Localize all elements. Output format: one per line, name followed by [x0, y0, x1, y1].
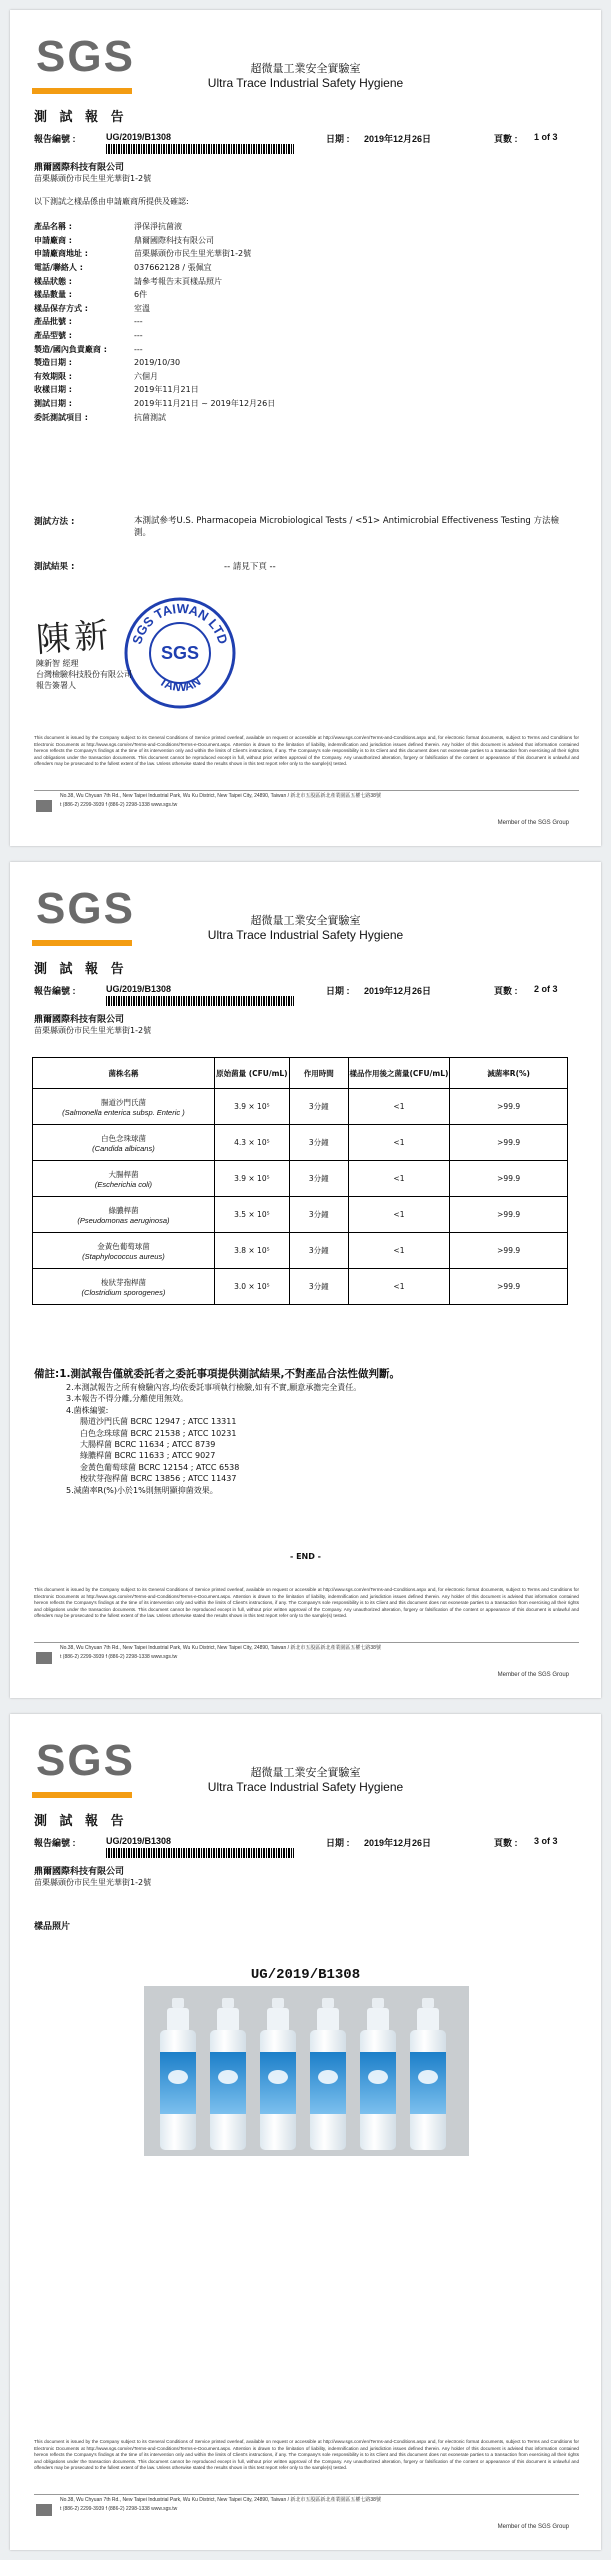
strain-cell: 大腸桿菌 (Escherichia coli): [33, 1161, 215, 1197]
field-label: 收樣日期 :: [34, 385, 72, 395]
report-no: UG/2019/B1308: [106, 1836, 172, 1846]
sgs-taiwan-seal: [122, 595, 238, 711]
field-label: 產品型號 :: [34, 331, 72, 341]
field-value: 2019年11月21日: [134, 385, 199, 395]
initial-cell: 4.3 × 10⁵: [214, 1125, 289, 1161]
field-row: [34, 234, 574, 248]
report-title: 測 試 報 告: [34, 962, 128, 977]
field-label: 樣品數量 :: [34, 290, 72, 300]
sgs-logo: SGS: [36, 884, 135, 933]
note-5: 5.減菌率R(%)小於1%則無明顯抑菌效果。: [66, 1485, 218, 1495]
field-label: 產品批號 :: [34, 317, 72, 327]
note-4: 4.菌株編號:: [66, 1405, 109, 1415]
seal-top-text: SGS TAIWAN LTD: [129, 600, 231, 646]
disclaimer-text: This document is issued by the Company subject to its General Conditions of Service printed overleaf, available on request or accessible at http://www.sgs.com/en/Terms-and-Conditions.aspx and, for electronic format documents, subject to Terms and Conditions for Electronic Documents at http://www.sgs.com/en/Terms-and-Conditions/Terms-e-Document.aspx. Attention is drawn to the limitation of liability, indemnification and jurisdiction issues defined therein. Any holder of this document is advised that information contained hereon reflects the Company's findings at the time of its intervention only and within the limits of Client's instructions, if any. The Company's sole responsibility is to its Client and this document does not exonerate parties to a transaction from exercising all their rights and obligations under the transaction documents. This document cannot be reproduced except in full, without prior written approval of the Company. Any unauthorized alteration, forgery or falsification of the content or appearance of this document is unlawful and offenders may be prosecuted to the fullest extent of the law. Unless otherwise stated the results shown in this test report refer only to the sample(s) tested.: [34, 735, 579, 767]
field-label: 委託測試項目 :: [34, 412, 88, 422]
strain-cell: 綠膿桿菌 (Pseudomonas aeruginosa): [33, 1197, 215, 1233]
client-name: 鼎爾國際科技有限公司: [34, 1015, 125, 1025]
field-label: 樣品保存方式 :: [34, 303, 88, 313]
col-rate: 減菌率R(%): [450, 1058, 568, 1089]
initial-cell: 3.0 × 10⁵: [214, 1269, 289, 1305]
table-row: [33, 1125, 568, 1161]
field-row: [34, 315, 574, 329]
method-label: 測試方法 :: [34, 517, 75, 527]
lab-name-en: Ultra Trace Industrial Safety Hygiene: [207, 76, 404, 90]
field-value: 鼎爾國際科技有限公司: [134, 235, 214, 245]
field-label: 申請廠商 :: [34, 235, 72, 245]
disclaimer-text: This document is issued by the Company subject to its General Conditions of Service printed overleaf, available on request or accessible at http://www.sgs.com/en/Terms-and-Conditions.aspx and, for electronic format documents, subject to Terms and Conditions for Electronic Documents at http://www.sgs.com/en/Terms-and-Conditions/Terms-e-Document.aspx. Attention is drawn to the limitation of liability, indemnification and jurisdiction issues defined therein. Any holder of this document is advised that information contained hereon reflects the Company's findings at the time of its intervention only and within the limits of Client's instructions, if any. The Company's sole responsibility is to its Client and this document does not exonerate parties to a transaction from exercising all their rights and obligations under the transaction documents. This document cannot be reproduced except in full, without prior written approval of the Company. Any unauthorized alteration, forgery or falsification of the content or appearance of this document is unlawful and offenders may be prosecuted to the fullest extent of the law. Unless otherwise stated the results shown in this test report refer only to the sample(s) tested.: [34, 2439, 579, 2471]
table-row: [33, 1269, 568, 1305]
lab-name-en: Ultra Trace Industrial Safety Hygiene: [207, 928, 404, 942]
strain-cell: 金黃色葡萄球菌 (Staphylococcus aureus): [33, 1233, 215, 1269]
field-row: [34, 356, 574, 370]
field-label: 樣品狀態 :: [34, 276, 72, 286]
time-cell: 3分鐘: [289, 1269, 348, 1305]
note-1: 備註:1.測試報告僅就委託者之委託事項提供測試結果,不對產品合法性做判斷。: [34, 1368, 400, 1380]
field-row: [34, 342, 574, 356]
lab-name-cn: 超微量工業安全實驗室: [250, 1766, 361, 1779]
table-row: [33, 1161, 568, 1197]
initial-cell: 3.8 × 10⁵: [214, 1233, 289, 1269]
field-value: 2019/10/30: [134, 358, 181, 368]
strain-id: 腸道沙門氏菌 BCRC 12947 ; ATCC 13311: [80, 1417, 237, 1427]
table-header-row: [33, 1058, 568, 1089]
page-label: 頁數 :: [494, 986, 518, 996]
footer-divider: [34, 790, 579, 791]
sample-info-list: [34, 220, 574, 424]
rate-cell: >99.9: [450, 1161, 568, 1197]
field-value: ---: [134, 344, 143, 354]
rate-cell: >99.9: [450, 1233, 568, 1269]
sgs-logo: SGS: [36, 32, 135, 81]
client-address: 苗栗縣頭份市民生里光華街1-2號: [34, 1026, 152, 1035]
sample-photo: [144, 1986, 469, 2156]
bottle-image: [258, 1998, 298, 2150]
sgs-footer-mark-icon: [36, 800, 52, 812]
page-number: 1 of 3: [534, 132, 558, 142]
note-3: 3.本報告不得分離,分離使用無效。: [66, 1394, 189, 1404]
field-row: [34, 410, 574, 424]
footer-divider: [34, 2494, 579, 2495]
after-cell: <1: [348, 1125, 450, 1161]
field-value: 苗栗縣頭份市民生里光華街1-2號: [134, 249, 252, 259]
page-number: 3 of 3: [534, 1836, 558, 1846]
initial-cell: 3.5 × 10⁵: [214, 1197, 289, 1233]
time-cell: 3分鐘: [289, 1125, 348, 1161]
bottle-image: [158, 1998, 198, 2150]
signatory-title: 報告簽署人: [36, 681, 76, 690]
result-label: 測試結果 :: [34, 562, 75, 572]
notes-section: [34, 1367, 579, 1496]
footer-divider: [34, 1642, 579, 1643]
field-value: 抗菌測試: [134, 412, 166, 422]
footer-member: Member of the SGS Group: [497, 2524, 569, 2530]
report-page-1: [10, 10, 601, 846]
date-label: 日期 :: [326, 986, 350, 996]
field-value: ---: [134, 331, 143, 341]
field-label: 產品名稱 :: [34, 222, 72, 232]
rate-cell: >99.9: [450, 1125, 568, 1161]
field-label: 測試日期 :: [34, 399, 72, 409]
field-row: [34, 383, 574, 397]
bottle-image: [358, 1998, 398, 2150]
field-value: 2019年11月21日 ~ 2019年12月26日: [134, 399, 276, 409]
col-initial: 原始菌量 (CFU/mL): [214, 1058, 289, 1089]
sample-photo-label: 樣品照片: [34, 1922, 71, 1932]
report-date: 2019年12月26日: [364, 134, 432, 144]
report-page-3: [10, 1714, 601, 2550]
field-label: 製造日期 :: [34, 358, 72, 368]
col-strain: 菌株名稱: [33, 1058, 215, 1089]
field-row: [34, 397, 574, 411]
rate-cell: >99.9: [450, 1089, 568, 1125]
page-label: 頁數 :: [494, 1838, 518, 1848]
bottle-image: [208, 1998, 248, 2150]
after-cell: <1: [348, 1269, 450, 1305]
field-label: 有效期限 :: [34, 371, 72, 381]
report-title: 測 試 報 告: [34, 110, 128, 125]
strain-id: 梭狀芽孢桿菌 BCRC 13856 ; ATCC 11437: [80, 1474, 237, 1484]
report-title: 測 試 報 告: [34, 1814, 128, 1829]
strain-id: 綠膿桿菌 BCRC 11633 ; ATCC 9027: [80, 1451, 216, 1461]
footer-address: No.38, Wu Chyuan 7th Rd., New Taipei Industrial Park, Wu Ku District, New Taipei City, 24890, Taiwan / 新北市五股區新北產業園區五權七路38號: [60, 793, 381, 799]
field-label: 電話/聯絡人 :: [34, 263, 83, 273]
barcode: [106, 996, 294, 1006]
strain-id: 白色念珠球菌 BCRC 21538 ; ATCC 10231: [80, 1428, 237, 1438]
lab-name-en: Ultra Trace Industrial Safety Hygiene: [207, 1780, 404, 1794]
time-cell: 3分鐘: [289, 1089, 348, 1125]
client-name: 鼎爾國際科技有限公司: [34, 1867, 125, 1877]
table-row: [33, 1233, 568, 1269]
barcode: [106, 1848, 294, 1858]
after-cell: <1: [348, 1089, 450, 1125]
seal-center-text: SGS: [160, 643, 200, 663]
field-row: [34, 220, 574, 234]
client-address: 苗栗縣頭份市民生里光華街1-2號: [34, 1878, 152, 1887]
field-label: 製造/國內負責廠商 :: [34, 344, 107, 354]
field-value: 淨保淨抗菌液: [134, 222, 182, 232]
sgs-footer-mark-icon: [36, 1652, 52, 1664]
page-label: 頁數 :: [494, 134, 518, 144]
field-label: 申請廠商地址 :: [34, 249, 88, 259]
bottle-image: [408, 1998, 448, 2150]
seal-bottom-text: TAIWAN: [156, 674, 204, 695]
result-text: -- 請見下頁 --: [224, 562, 276, 572]
after-cell: <1: [348, 1233, 450, 1269]
report-date: 2019年12月26日: [364, 986, 432, 996]
time-cell: 3分鐘: [289, 1197, 348, 1233]
handwritten-signature: 陳新: [34, 615, 114, 661]
rate-cell: >99.9: [450, 1269, 568, 1305]
test-result: [34, 560, 276, 572]
strain-cell: 白色念珠球菌 (Candida albicans): [33, 1125, 215, 1161]
sgs-logo: SGS: [36, 1736, 135, 1785]
after-cell: <1: [348, 1161, 450, 1197]
sgs-footer-mark-icon: [36, 2504, 52, 2516]
footer-address: No.38, Wu Chyuan 7th Rd., New Taipei Industrial Park, Wu Ku District, New Taipei City, 24890, Taiwan / 新北市五股區新北產業園區五權七路38號: [60, 1645, 381, 1651]
results-table: [32, 1057, 568, 1305]
field-row: [34, 370, 574, 384]
field-row: [34, 274, 574, 288]
note-2: 2.本測試報告之所有檢驗內容,均依委託事項執行檢驗,如有不實,願意承擔完全責任。: [66, 1383, 362, 1392]
page-number: 2 of 3: [534, 984, 558, 994]
lab-name-cn: 超微量工業安全實驗室: [250, 914, 361, 927]
field-row: [34, 261, 574, 275]
field-value: 六個月: [134, 371, 158, 381]
initial-cell: 3.9 × 10⁵: [214, 1161, 289, 1197]
sample-photo-title: UG/2019/B1308: [250, 1967, 361, 1983]
sample-note: 以下測試之樣品係由申請廠商所提供及確認:: [34, 197, 189, 206]
strain-id: 大腸桿菌 BCRC 11634 ; ATCC 8739: [80, 1440, 216, 1450]
report-page-2: [10, 862, 601, 1698]
field-value: 037662128 / 張佩宜: [134, 263, 212, 273]
report-no-label: 報告編號 :: [34, 1838, 76, 1848]
report-no: UG/2019/B1308: [106, 132, 172, 142]
barcode: [106, 144, 294, 154]
date-label: 日期 :: [326, 134, 350, 144]
strain-cell: 腸道沙門氏菌 (Salmonella enterica subsp. Enteric ): [33, 1089, 215, 1125]
signatory-name: 陳新智 經理: [36, 659, 79, 668]
rate-cell: >99.9: [450, 1197, 568, 1233]
test-method: [34, 515, 574, 539]
after-cell: <1: [348, 1197, 450, 1233]
strain-id: 金黃色葡萄球菌 BCRC 12154 ; ATCC 6538: [80, 1462, 240, 1472]
footer-contact: t (886-2) 2299-3939 f (886-2) 2298-1338 www.sgs.tw: [60, 2506, 178, 2512]
table-row: [33, 1089, 568, 1125]
end-marker: - END -: [289, 1552, 321, 1561]
field-row: [34, 288, 574, 302]
field-row: [34, 329, 574, 343]
signatory-org: 台灣檢驗科技股份有限公司: [36, 670, 132, 679]
initial-cell: 3.9 × 10⁵: [214, 1089, 289, 1125]
report-no: UG/2019/B1308: [106, 984, 172, 994]
bottle-image: [308, 1998, 348, 2150]
field-value: ---: [134, 317, 143, 327]
footer-contact: t (886-2) 2299-3939 f (886-2) 2298-1338 www.sgs.tw: [60, 802, 178, 808]
time-cell: 3分鐘: [289, 1161, 348, 1197]
col-after: 樣品作用後之菌量(CFU/mL): [348, 1058, 450, 1089]
client-address: 苗栗縣頭份市民生里光華街1-2號: [34, 174, 152, 183]
field-row: [34, 302, 574, 316]
field-value: 請參考報告末頁樣品照片: [134, 276, 222, 286]
col-time: 作用時間: [289, 1058, 348, 1089]
field-value: 6件: [134, 290, 148, 300]
time-cell: 3分鐘: [289, 1233, 348, 1269]
client-name: 鼎爾國際科技有限公司: [34, 163, 125, 173]
report-date: 2019年12月26日: [364, 1838, 432, 1848]
report-no-label: 報告編號 :: [34, 134, 76, 144]
footer-member: Member of the SGS Group: [497, 820, 569, 826]
signatory-block: [36, 658, 132, 691]
field-value: 室溫: [134, 303, 150, 313]
report-no-label: 報告編號 :: [34, 986, 76, 996]
footer-member: Member of the SGS Group: [497, 1672, 569, 1678]
field-row: [34, 247, 574, 261]
date-label: 日期 :: [326, 1838, 350, 1848]
table-row: [33, 1197, 568, 1233]
footer-address: No.38, Wu Chyuan 7th Rd., New Taipei Industrial Park, Wu Ku District, New Taipei City, 24890, Taiwan / 新北市五股區新北產業園區五權七路38號: [60, 2497, 381, 2503]
strain-cell: 梭狀芽孢桿菌 (Clostridium sporogenes): [33, 1269, 215, 1305]
method-text: 本測試參考U.S. Pharmacopeia Microbiological Tests / <51> Antimicrobial Effectiveness Testing 方法檢測。: [134, 516, 559, 538]
lab-name-cn: 超微量工業安全實驗室: [250, 62, 361, 75]
footer-contact: t (886-2) 2299-3939 f (886-2) 2298-1338 www.sgs.tw: [60, 1654, 178, 1660]
disclaimer-text: This document is issued by the Company subject to its General Conditions of Service printed overleaf, available on request or accessible at http://www.sgs.com/en/Terms-and-Conditions.aspx and, for electronic format documents, subject to Terms and Conditions for Electronic Documents at http://www.sgs.com/en/Terms-and-Conditions/Terms-e-Document.aspx. Attention is drawn to the limitation of liability, indemnification and jurisdiction issues defined therein. Any holder of this document is advised that information contained hereon reflects the Company's findings at the time of its intervention only and within the limits of Client's instructions, if any. The Company's sole responsibility is to its Client and this document does not exonerate parties to a transaction from exercising all their rights and obligations under the transaction documents. This document cannot be reproduced except in full, without prior written approval of the Company. Any unauthorized alteration, forgery or falsification of the content or appearance of this document is unlawful and offenders may be prosecuted to the fullest extent of the law. Unless otherwise stated the results shown in this test report refer only to the sample(s) tested.: [34, 1587, 579, 1619]
